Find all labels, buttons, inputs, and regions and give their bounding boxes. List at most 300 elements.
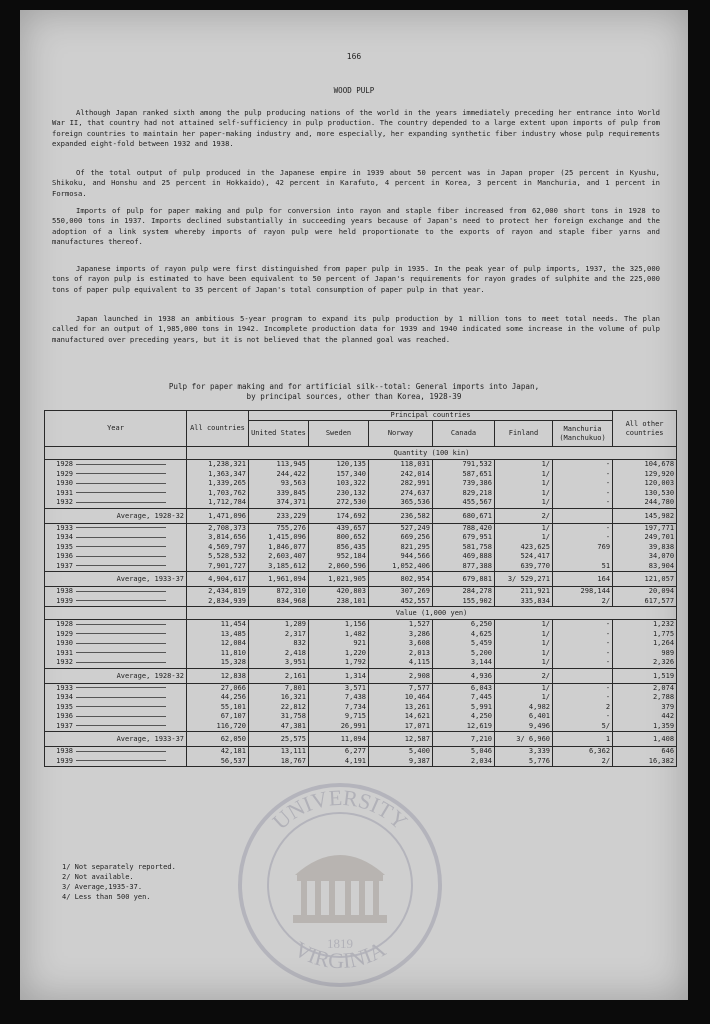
average-label: Average, 1928-32	[45, 668, 187, 683]
value-section-label: Value (1,000 yen)	[187, 607, 677, 620]
year-label	[47, 693, 184, 703]
seal-year: 1819	[327, 936, 353, 951]
us-values-cell	[249, 683, 309, 732]
table-cell-value: -	[605, 629, 611, 638]
all-values-cell	[187, 460, 249, 509]
table-cell-value: 6,277	[344, 747, 366, 755]
year-label	[47, 630, 184, 640]
all-values-cell	[187, 523, 249, 572]
year-label	[47, 498, 184, 508]
leader-line	[76, 697, 166, 698]
table-cell-value: 157,340	[336, 469, 366, 478]
header-canada: Canada	[433, 421, 495, 447]
average-all-cell: 1,471,096	[187, 508, 249, 523]
table-cell-value: 67,107	[220, 712, 246, 720]
table-cell-value: 118,031	[400, 460, 430, 468]
table-cell-value: 2,603,407	[268, 552, 306, 560]
table-cell-value: 282,991	[400, 479, 430, 487]
table-cell-value: 2,418	[284, 648, 306, 657]
table-cell-value: -	[605, 523, 611, 532]
table-cell-value: 4,250	[470, 712, 492, 720]
year-label	[47, 533, 184, 543]
year-cell	[45, 747, 187, 767]
other-values-cell	[613, 747, 677, 767]
table-cell-value: 3,608	[408, 639, 430, 647]
table-cell-value: 2/	[601, 596, 611, 605]
average-row	[45, 732, 677, 747]
table-cell-value: 6,250	[470, 620, 492, 628]
table-cell-value: 1/	[541, 629, 550, 638]
table-cell-value	[555, 552, 610, 562]
table-cell-value: 1,359	[652, 721, 675, 730]
table-cell-value: 39,838	[648, 542, 675, 551]
table-cell-value: 646	[661, 747, 675, 755]
table-cell-value: 15,328	[220, 658, 246, 666]
manchuria-values-cell	[553, 523, 613, 572]
leader-line	[76, 652, 166, 653]
table-cell-value: 374,371	[276, 498, 306, 506]
table-row	[45, 460, 677, 509]
norway-values-cell	[369, 523, 433, 572]
section-row	[45, 607, 677, 620]
sweden-values-cell	[309, 620, 369, 669]
average-finland-cell: 3/ 6,960	[495, 732, 553, 747]
table-cell-value: 2,434,819	[208, 587, 246, 595]
table-cell-value: 14,621	[404, 712, 430, 720]
leader-line	[76, 706, 166, 707]
other-values-cell	[613, 460, 677, 509]
section-title: WOOD PULP	[333, 86, 375, 95]
average-manchuria-cell	[553, 508, 613, 523]
table-cell-value: 2,708,373	[208, 523, 246, 532]
table-cell-value: 104,678	[644, 460, 675, 468]
average-other-cell: 121,057	[613, 572, 677, 587]
table-cell-value: 3,951	[284, 658, 306, 666]
rotunda-icon	[293, 855, 387, 923]
table-cell-value: 130,530	[644, 488, 675, 497]
table-cell-value: 274,637	[400, 488, 430, 497]
table-cell-value: 20,094	[648, 587, 675, 595]
table-cell-value: 1,792	[344, 658, 366, 666]
table-cell-value: 442	[661, 712, 675, 720]
table-cell-value: 587,651	[462, 469, 492, 478]
year-text: 1936	[56, 552, 73, 560]
year-text: 1939	[56, 596, 73, 605]
table-cell-value: 1,264	[652, 639, 675, 647]
sweden-values-cell	[309, 523, 369, 572]
table-cell-value: 856,435	[336, 542, 366, 551]
year-text: 1932	[56, 658, 73, 666]
header-united-states: United States	[249, 421, 309, 447]
table-cell-value: 339,845	[276, 488, 306, 497]
empty-cell	[45, 607, 187, 620]
table-cell-value: 6,401	[528, 712, 550, 720]
table-cell-value: 1,220	[344, 648, 366, 657]
us-values-cell	[249, 587, 309, 607]
canada-values-cell	[433, 523, 495, 572]
year-label	[47, 552, 184, 562]
leader-line	[76, 556, 166, 557]
sweden-values-cell	[309, 747, 369, 767]
average-manchuria-cell: 1	[553, 732, 613, 747]
average-canada-cell: 4,936	[433, 668, 495, 683]
year-cell	[45, 683, 187, 732]
average-norway-cell: 236,582	[369, 508, 433, 523]
table-cell-value: 6,362	[588, 747, 611, 755]
table-cell-value: -	[605, 479, 611, 487]
table-cell-value: 829,218	[462, 488, 492, 497]
table-cell-value: 365,536	[400, 498, 430, 506]
table-cell-value: 155,902	[462, 596, 492, 605]
table-cell-value: 1/	[541, 693, 550, 701]
table-cell-value: 439,657	[336, 523, 366, 532]
year-label	[47, 562, 184, 572]
table-cell-value: 244,422	[276, 469, 306, 478]
us-values-cell	[249, 747, 309, 767]
year-label	[47, 460, 184, 470]
year-label	[47, 747, 184, 757]
footnotes	[62, 862, 176, 902]
table-cell-value: 3,286	[408, 629, 430, 638]
table-cell-value: -	[605, 693, 611, 701]
table-cell-value: 56,537	[220, 756, 246, 765]
average-manchuria-cell	[553, 668, 613, 683]
year-label	[47, 524, 184, 534]
table-cell-value: 423,625	[520, 542, 550, 551]
table-cell-value: 639,770	[520, 561, 550, 570]
table-row	[45, 683, 677, 732]
table-cell-value: -	[605, 658, 611, 666]
table-cell-value: 12,619	[466, 721, 492, 730]
table-cell-value: -	[605, 639, 611, 647]
average-sweden-cell: 174,692	[309, 508, 369, 523]
canada-values-cell	[433, 587, 495, 607]
header-all-other: All other countries	[613, 411, 677, 447]
sweden-values-cell	[309, 683, 369, 732]
year-label	[47, 543, 184, 553]
table-cell-value: 1/	[541, 488, 550, 497]
leader-line	[76, 546, 166, 547]
table-cell-value: 4,115	[408, 658, 430, 666]
table-cell-value: 103,322	[336, 479, 366, 487]
average-canada-cell: 679,881	[433, 572, 495, 587]
year-text: 1934	[56, 533, 73, 541]
table-cell-value: 22,812	[280, 702, 306, 711]
seal-top-text: UNIVERSITY	[267, 784, 413, 835]
canada-values-cell	[433, 460, 495, 509]
table-cell-value: 12,084	[220, 639, 246, 647]
table-cell-value: 921	[353, 639, 366, 647]
table-cell-value: 2,013	[408, 648, 430, 657]
canada-values-cell	[433, 747, 495, 767]
table-cell-value: 821,295	[400, 542, 430, 551]
table-cell-value: 739,386	[462, 479, 492, 487]
table-body	[45, 447, 677, 767]
table-cell-value: 1/	[541, 460, 550, 468]
table-cell-value: 16,321	[280, 693, 306, 701]
footnote-4: 4/ Less than 500 yen.	[62, 893, 151, 901]
table-cell-value: 4,569,797	[208, 542, 246, 551]
table-cell-value: 93,563	[280, 479, 306, 487]
year-text: 1937	[56, 721, 73, 730]
table-cell-value: 469,888	[462, 552, 492, 560]
table-cell-value: 527,249	[400, 523, 430, 532]
table-cell-value: 129,920	[644, 469, 675, 478]
table-cell-value: 83,904	[648, 561, 675, 570]
year-text: 1928	[56, 460, 73, 468]
table-cell-value: 877,388	[462, 561, 492, 570]
table-cell-value: 1/	[541, 648, 550, 657]
table-cell-value: -	[605, 648, 611, 657]
table-cell-value: -	[605, 712, 611, 720]
canada-values-cell	[433, 620, 495, 669]
average-us-cell: 1,961,094	[249, 572, 309, 587]
year-label	[47, 489, 184, 499]
table-cell-value: 238,101	[336, 596, 366, 605]
year-label	[47, 639, 184, 649]
average-norway-cell: 802,954	[369, 572, 433, 587]
table-cell-value: 2,034	[470, 756, 492, 765]
table-cell-value: 420,803	[336, 587, 366, 595]
average-label: Average, 1933-37	[45, 732, 187, 747]
table-cell-value: 952,184	[336, 552, 366, 560]
table-cell-value: 307,269	[400, 587, 430, 595]
header-norway: Norway	[369, 421, 433, 447]
year-text: 1931	[56, 648, 73, 657]
year-label	[47, 587, 184, 597]
seal-bottom-text: VIRGINIA	[290, 936, 390, 974]
finland-values-cell	[495, 460, 553, 509]
sweden-values-cell	[309, 587, 369, 607]
table-cell-value: 679,951	[462, 533, 492, 541]
average-all-cell: 12,838	[187, 668, 249, 683]
table-cell-value: 7,577	[408, 683, 430, 692]
leader-line	[76, 483, 166, 484]
leader-line	[76, 473, 166, 474]
table-cell-value: 2	[605, 702, 611, 711]
paragraph-4: Japanese imports of rayon pulp were first distinguished from paper pulp in 1935. In the peak year of pulp imports, 1937, the 325,000 tons of rayon pulp is estimated to have been equivalent to 50 percent of Japan's requirements for rayon grades of sulphite and the 225,000 tons of paper pulp equivalent to 35 percent of Japan's total consumption of paper pulp in that year.	[52, 264, 660, 294]
table-cell-value: 4,625	[470, 629, 492, 638]
average-finland-cell: 2/	[495, 668, 553, 683]
norway-values-cell	[369, 747, 433, 767]
canada-values-cell	[433, 683, 495, 732]
leader-line	[76, 537, 166, 538]
average-row	[45, 668, 677, 683]
table-cell-value: 1,775	[652, 629, 675, 638]
sweden-values-cell	[309, 460, 369, 509]
average-row	[45, 572, 677, 587]
year-text: 1935	[56, 542, 73, 551]
table-caption	[20, 382, 688, 402]
year-label	[47, 479, 184, 489]
table-row	[45, 587, 677, 607]
norway-values-cell	[369, 620, 433, 669]
table-cell-value: 13,261	[404, 702, 430, 711]
table-cell-value: 3,339	[528, 747, 550, 755]
year-label	[47, 712, 184, 722]
table-cell-value: 7,734	[344, 702, 366, 711]
year-text: 1939	[56, 756, 73, 765]
table-cell-value: 1/	[541, 658, 550, 666]
table-cell-value: 13,485	[220, 629, 246, 638]
table-cell-value: 1,703,762	[208, 488, 246, 497]
average-norway-cell: 12,587	[369, 732, 433, 747]
table-caption-line-2: by principal sources, other than Korea, 1928-39	[246, 392, 462, 401]
table-cell-value: 2,788	[652, 693, 675, 701]
table-cell-value: 42,181	[220, 747, 246, 755]
table-cell-value: 31,758	[280, 712, 306, 720]
table-cell-value: 1,238,321	[208, 460, 246, 468]
manchuria-values-cell	[553, 747, 613, 767]
footnote-3: 3/ Average,1935-37.	[62, 883, 143, 891]
leader-line	[76, 643, 166, 644]
year-text: 1937	[56, 561, 73, 570]
table-cell-value: 18,767	[280, 756, 306, 765]
average-us-cell: 233,229	[249, 508, 309, 523]
table-cell-value: 669,256	[400, 533, 430, 541]
year-label	[47, 722, 184, 732]
table-cell-value: 249,701	[644, 533, 675, 541]
table-cell-value: 3,571	[344, 683, 366, 692]
table-cell-value: 379	[661, 702, 675, 711]
table-cell-value: 1,232	[652, 620, 675, 628]
table-cell-value: 5,776	[528, 756, 550, 765]
table-cell-value: 34,070	[648, 552, 675, 560]
average-canada-cell: 680,671	[433, 508, 495, 523]
table-cell-value: 26,991	[340, 721, 366, 730]
manchuria-values-cell	[553, 620, 613, 669]
average-label: Average, 1928-32	[45, 508, 187, 523]
year-label	[47, 620, 184, 630]
year-label	[47, 757, 184, 767]
year-text: 1936	[56, 712, 73, 720]
table-cell-value: 272,530	[336, 498, 366, 506]
footnote-2: 2/ Not available.	[62, 873, 134, 881]
table-cell-value: -	[605, 683, 611, 692]
table-cell-value: 2,834,939	[208, 596, 246, 605]
year-text: 1929	[56, 629, 73, 638]
year-label	[47, 703, 184, 713]
header-all-countries: All countries	[187, 411, 249, 447]
table-cell-value: 16,382	[648, 756, 675, 765]
table-cell-value: 2,317	[284, 629, 306, 638]
norway-values-cell	[369, 460, 433, 509]
table-cell-value: 27,066	[220, 683, 246, 692]
table-cell-value: 211,921	[520, 587, 550, 595]
table-cell-value: 832	[293, 639, 306, 647]
table-row	[45, 620, 677, 669]
manchuria-values-cell	[553, 460, 613, 509]
table-cell-value: 5,991	[470, 702, 492, 711]
document-page	[20, 10, 688, 1000]
table-cell-value: 1/	[541, 620, 550, 628]
table-row	[45, 523, 677, 572]
year-text: 1928	[56, 620, 73, 628]
header-year: Year	[45, 411, 187, 447]
table-cell-value: 120,135	[336, 460, 366, 468]
leader-line	[76, 633, 166, 634]
table-cell-value: 51	[601, 561, 611, 570]
table-cell-value: 242,014	[400, 469, 430, 478]
table-cell-value: 791,532	[462, 460, 492, 468]
other-values-cell	[613, 587, 677, 607]
pulp-imports-table	[44, 410, 677, 767]
year-text: 1933	[56, 523, 73, 532]
finland-values-cell	[495, 747, 553, 767]
manchuria-values-cell	[553, 683, 613, 732]
table-cell-value: 800,652	[336, 533, 366, 541]
table-caption-line-1: Pulp for paper making and for artificial silk--total: General imports into Japan,	[168, 382, 540, 391]
table-cell-value: 1/	[541, 683, 550, 692]
table-cell-value: 5,528,532	[208, 552, 246, 560]
leader-line	[76, 760, 166, 761]
leader-line	[76, 492, 166, 493]
us-values-cell	[249, 523, 309, 572]
year-cell	[45, 620, 187, 669]
table-cell-value: 17,071	[404, 721, 430, 730]
average-norway-cell: 2,908	[369, 668, 433, 683]
table-cell-value: 4,191	[344, 756, 366, 765]
table-cell-value: 989	[661, 648, 675, 657]
table-cell-value: 581,758	[462, 542, 492, 551]
leader-line	[76, 600, 166, 601]
leader-line	[76, 687, 166, 688]
table-cell-value: 1/	[541, 639, 550, 647]
leader-line	[76, 527, 166, 528]
header-principal-countries: Principal countries	[249, 411, 613, 421]
table-cell-value: 1/	[541, 523, 550, 532]
table-cell-value: 7,438	[344, 693, 366, 701]
finland-values-cell	[495, 523, 553, 572]
table-cell-value: 7,901,727	[208, 561, 246, 570]
table-cell-value: 55,101	[220, 702, 246, 711]
table-cell-value: 120,003	[644, 479, 675, 487]
table-cell-value: 9,387	[408, 756, 430, 765]
table-cell-value: 1,415,096	[268, 533, 306, 541]
table-cell-value: 1/	[541, 533, 550, 541]
average-canada-cell: 7,210	[433, 732, 495, 747]
table-cell-value: 1,482	[344, 629, 366, 638]
table-cell-value: 2/	[601, 756, 611, 765]
table-cell-value: 284,278	[462, 587, 492, 595]
table-cell-value: 1,712,784	[208, 498, 246, 506]
svg-text:UNIVERSITY	[268, 785, 413, 835]
table-cell-value: 3,144	[470, 658, 492, 666]
table-cell-value: 5,200	[470, 648, 492, 657]
table-cell-value: 452,557	[400, 596, 430, 605]
table-cell-value: 1/	[541, 469, 550, 478]
year-label	[47, 597, 184, 607]
table-cell-value: 11,454	[220, 620, 246, 628]
table-cell-value: -	[605, 488, 611, 497]
table-cell-value: 7,445	[470, 693, 492, 701]
average-other-cell: 1,408	[613, 732, 677, 747]
average-sweden-cell: 1,021,905	[309, 572, 369, 587]
year-cell	[45, 523, 187, 572]
paragraph-5: Japan launched in 1938 an ambitious 5-year program to expand its pulp production by 1 million tons to meet total needs. The plan called for an output of 1,985,000 tons in 1942. Incomplete production data for 1939 and 1940 indicated some increase in the volume of pulp manufactured over preceding years, but it is not believed that the planned goal was reached.	[52, 314, 660, 344]
table-cell-value: 524,417	[520, 552, 550, 560]
table-cell-value: 335,834	[520, 596, 550, 605]
average-finland-cell: 3/ 529,271	[495, 572, 553, 587]
table-cell-value: 116,720	[216, 721, 246, 730]
norway-values-cell	[369, 683, 433, 732]
year-text: 1930	[56, 479, 73, 487]
table-cell-value: -	[605, 620, 611, 628]
finland-values-cell	[495, 683, 553, 732]
us-values-cell	[249, 620, 309, 669]
header-sweden: Sweden	[309, 421, 369, 447]
table-cell-value: 1,156	[344, 620, 366, 628]
